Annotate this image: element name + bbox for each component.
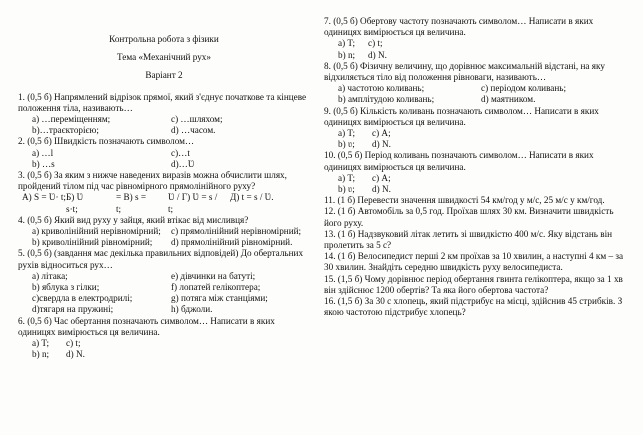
answer-options xyxy=(18,271,310,316)
question-4 xyxy=(18,215,310,249)
option-c: с)свердла в електродрилі; xyxy=(32,293,133,304)
question-13: 13. (1 б) Надзвуковий літак летить зі швидкістю 400 м/с. Яку відстань він пролетить за 5 с? xyxy=(324,228,613,251)
option-b: b) …s xyxy=(32,158,55,169)
question-8 xyxy=(324,61,624,106)
option-a: а) …переміщенням; xyxy=(32,114,111,125)
question-5 xyxy=(18,248,310,315)
option-a: а) …l xyxy=(32,147,54,158)
option-b: b) криволінійний рівномірний; xyxy=(32,237,153,248)
option-e: е) дівчинки на батуті; xyxy=(171,270,256,281)
worksheet-variant: Варіант 2 xyxy=(145,70,183,81)
option-b: b) амплітудою коливань; xyxy=(338,94,435,105)
option-c: с) …шляхом; xyxy=(171,114,223,125)
formula-d-cont: t; xyxy=(168,203,174,214)
option-b: b) n; xyxy=(338,49,356,60)
formula-c-cont: t; xyxy=(116,203,122,214)
question-12: 12. (1 б) Автомобіль за 0,5 год. Проїхав шлях 30 км. Визначити швидкість його руху. xyxy=(324,206,614,228)
question-9 xyxy=(324,106,624,151)
answer-options xyxy=(18,226,310,248)
formula-e: Д) t = s / Ʋ. xyxy=(230,192,274,203)
option-c: с) періодом коливань; xyxy=(481,83,567,94)
option-c: с) прямолінійний нерівномірний; xyxy=(171,226,302,237)
formula-d: Ʋ / Г) Ʋ = s / xyxy=(168,192,218,203)
question-1 xyxy=(18,92,310,137)
option-d: d) маятником. xyxy=(481,94,536,105)
option-a: а) криволінійний нерівномірний; xyxy=(32,226,161,237)
right-column xyxy=(324,16,624,318)
option-d: d)…Ʋ xyxy=(171,158,195,169)
question-text: 2. (0,5 б) Швидкість позначають символом… xyxy=(18,136,195,147)
option-b: b) ʋ; xyxy=(338,184,355,195)
formula-b-cont: s·t; xyxy=(66,203,78,214)
question-14: 14. (1 б) Велосипедист перші 2 км проїхав за 10 хвилин, а наступні 4 км – за 30 хвилин. Знайдіть середню швидкість руху велосипедиста. xyxy=(324,251,624,273)
question-11: 11. (1 б) Перевести значення швидкості 54 км/год у м/с, 25 м/с у км/год. xyxy=(324,195,605,206)
question-text: 8. (0,5 б) Фізичну величину, що дорівнює максимальній відстані, на яку відхиляється тіло від положення рівноваги, називають… xyxy=(324,60,605,83)
question-text: 4. (0,5 б) Який вид руху у зайця, який втікає від мисливця? xyxy=(18,214,249,225)
question-text: 9. (0,5 б) Кількість коливань позначають символом… Написати в яких одиницях вимірюється ця величина. xyxy=(324,105,599,127)
option-c: с) A; xyxy=(372,172,391,183)
option-d: d) N. xyxy=(368,49,387,60)
question-16: 16. (1,5 б) За 30 с хлопець, який підстрибує на місці, здійснив 45 стрибків. З якою частотою підстрибує хлопець? xyxy=(324,296,623,318)
option-c: с) A; xyxy=(372,128,391,139)
option-a: а) T; xyxy=(338,38,356,49)
option-b: b) яблука з гілки; xyxy=(32,282,100,293)
answer-options xyxy=(18,148,310,170)
question-10 xyxy=(324,150,624,195)
answer-options xyxy=(324,184,624,195)
answer-options xyxy=(324,128,624,139)
question-text: 1. (0,5 б) Напрямлений відрізок прямої, який з'єднує початкове та кінцеве положення тіла, називають… xyxy=(18,91,307,113)
answer-options xyxy=(324,173,624,184)
formula-a: А) S = Ʋ· t; xyxy=(22,192,66,203)
answer-options xyxy=(324,50,624,61)
question-text: 3. (0,5 б) За яким з нижче наведених виразів можна обчислити шлях, пройдений тілом під час рівномірного прямолінійного руху? xyxy=(18,170,287,192)
worksheet-title: Контрольна робота з фізики xyxy=(109,34,219,44)
formula-options xyxy=(18,192,310,203)
answer-options xyxy=(324,139,624,150)
question-15: 15. (1,5 б) Чому дорівнює період обертання гвинта гелікоптера, якщо за 1 хв він здійснює 1200 обертів? Та яка його обертова частота? xyxy=(324,273,623,295)
left-column xyxy=(18,34,310,360)
formula-c: = В) s = xyxy=(116,192,147,203)
answer-options xyxy=(18,338,310,349)
question-text: 6. (0,5 б) Час обертання позначають символом… Написати в яких одиницях вимірюється ця величина. xyxy=(18,315,275,337)
option-a: а) T; xyxy=(338,128,356,139)
option-d: d)тягаря на пружині; xyxy=(32,304,114,315)
option-b: b) n; xyxy=(32,349,50,360)
worksheet-theme: Тема «Механічний рух» xyxy=(116,52,211,63)
formula-continuation xyxy=(18,204,310,215)
question-3 xyxy=(18,170,310,215)
answer-options xyxy=(18,349,310,360)
question-2 xyxy=(18,136,310,170)
option-d: d) N. xyxy=(372,139,391,150)
option-c: с) t; xyxy=(368,38,383,49)
answer-options xyxy=(18,114,310,136)
option-b: b)…траєкторією; xyxy=(32,125,99,136)
option-a: а) T; xyxy=(32,338,50,349)
question-7 xyxy=(324,16,624,61)
question-text: 7. (0,5 б) Обертову частоту позначають символом… Написати в яких одиницях вимірюється ця величина. xyxy=(324,16,594,38)
option-d: d) прямолінійний рівномірний. xyxy=(171,237,293,248)
option-a: а) частотою коливань; xyxy=(338,83,425,94)
question-6 xyxy=(18,316,310,361)
answer-options xyxy=(324,38,624,49)
question-text: 5. (0,5 б) (завдання має декілька правильних відповідей) До обертальних рухів відноситься рух… xyxy=(18,248,304,270)
formula-b: Б) Ʋ xyxy=(66,192,84,203)
option-c: с)…t xyxy=(171,147,190,158)
option-g: g) потяга між станціями; xyxy=(171,293,268,304)
option-a: а) літака; xyxy=(32,270,68,281)
option-c: с) t; xyxy=(66,338,81,349)
question-text: 10. (0,5 б) Період коливань позначають символом… Написати в яких одиницях вимірюється ця величина. xyxy=(324,150,594,172)
option-h: h) бджоли. xyxy=(171,304,213,315)
option-d: d) N. xyxy=(66,349,85,360)
option-a: а) T; xyxy=(338,172,356,183)
option-d: d) N. xyxy=(372,184,391,195)
option-d: d) …часом. xyxy=(171,125,216,136)
option-b: b) ʋ; xyxy=(338,139,355,150)
option-f: f) лопатей гелікоптера; xyxy=(171,282,261,293)
answer-options xyxy=(324,83,624,105)
